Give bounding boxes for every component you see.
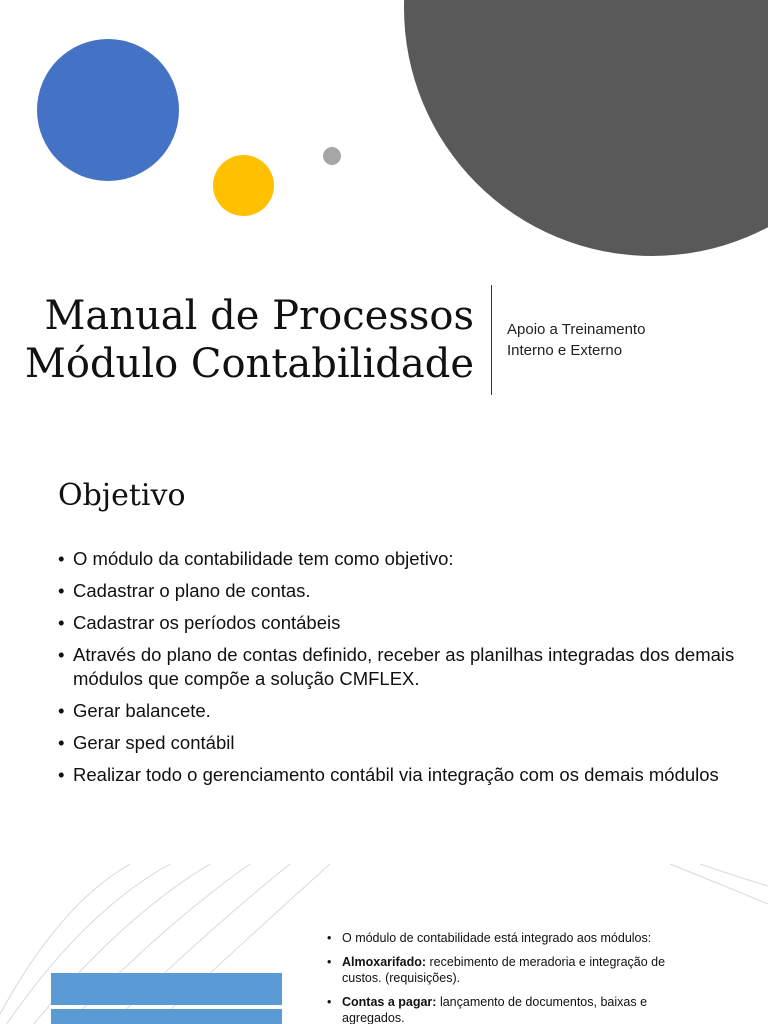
subtitle-line-2: Interno e Externo bbox=[507, 342, 623, 359]
list-item: • O módulo da contabilidade tem como objetivo: bbox=[58, 547, 738, 571]
yellow-circle-decoration bbox=[213, 155, 274, 216]
list-item: • Cadastrar o plano de contas. bbox=[58, 579, 738, 603]
blue-bar-decoration bbox=[51, 1009, 282, 1024]
list-item-text: O módulo de contabilidade está integrado aos módulos: bbox=[342, 931, 652, 945]
list-item bbox=[327, 994, 707, 1024]
title-slide bbox=[0, 0, 768, 432]
list-item: • Gerar sped contábil bbox=[58, 731, 738, 755]
subtitle-line-1: Apoio a Treinamento bbox=[507, 321, 646, 338]
blue-circle-decoration bbox=[37, 39, 179, 181]
list-item-bold: Contas a pagar: bbox=[342, 995, 437, 1009]
list-item bbox=[327, 930, 707, 946]
list-item-bold: Almoxarifado: bbox=[342, 955, 427, 969]
blue-bar-decoration bbox=[51, 973, 282, 1005]
list-item: • Cadastrar os períodos contábeis bbox=[58, 611, 738, 635]
dark-circle-decoration bbox=[404, 0, 768, 256]
objective-bullet-list bbox=[58, 547, 738, 795]
list-item: • Através do plano de contas definido, receber as planilhas integradas dos demais módulos que compõe a solução CMFLEX. bbox=[58, 643, 738, 691]
list-item: • Realizar todo o gerenciamento contábil via integração com os demais módulos bbox=[58, 763, 738, 787]
gray-dot-decoration bbox=[323, 147, 341, 165]
integration-slide bbox=[0, 864, 768, 1024]
objective-heading: Objetivo bbox=[58, 478, 186, 513]
list-item: • Gerar balancete. bbox=[58, 699, 738, 723]
integration-bullet-list bbox=[327, 930, 707, 1024]
list-item-text: lançamento de documentos, baixas e agregados. bbox=[342, 995, 648, 1024]
title-line-1: Manual de Processos bbox=[44, 293, 474, 339]
title-divider bbox=[491, 285, 492, 395]
title-line-2: Módulo Contabilidade bbox=[24, 341, 474, 387]
objective-slide bbox=[0, 432, 768, 864]
slide-title bbox=[25, 292, 474, 388]
list-item-text: recebimento de meradoria e integração de custos. (requisições). bbox=[342, 955, 666, 985]
slide-subtitle bbox=[507, 319, 645, 361]
list-item bbox=[327, 954, 707, 986]
